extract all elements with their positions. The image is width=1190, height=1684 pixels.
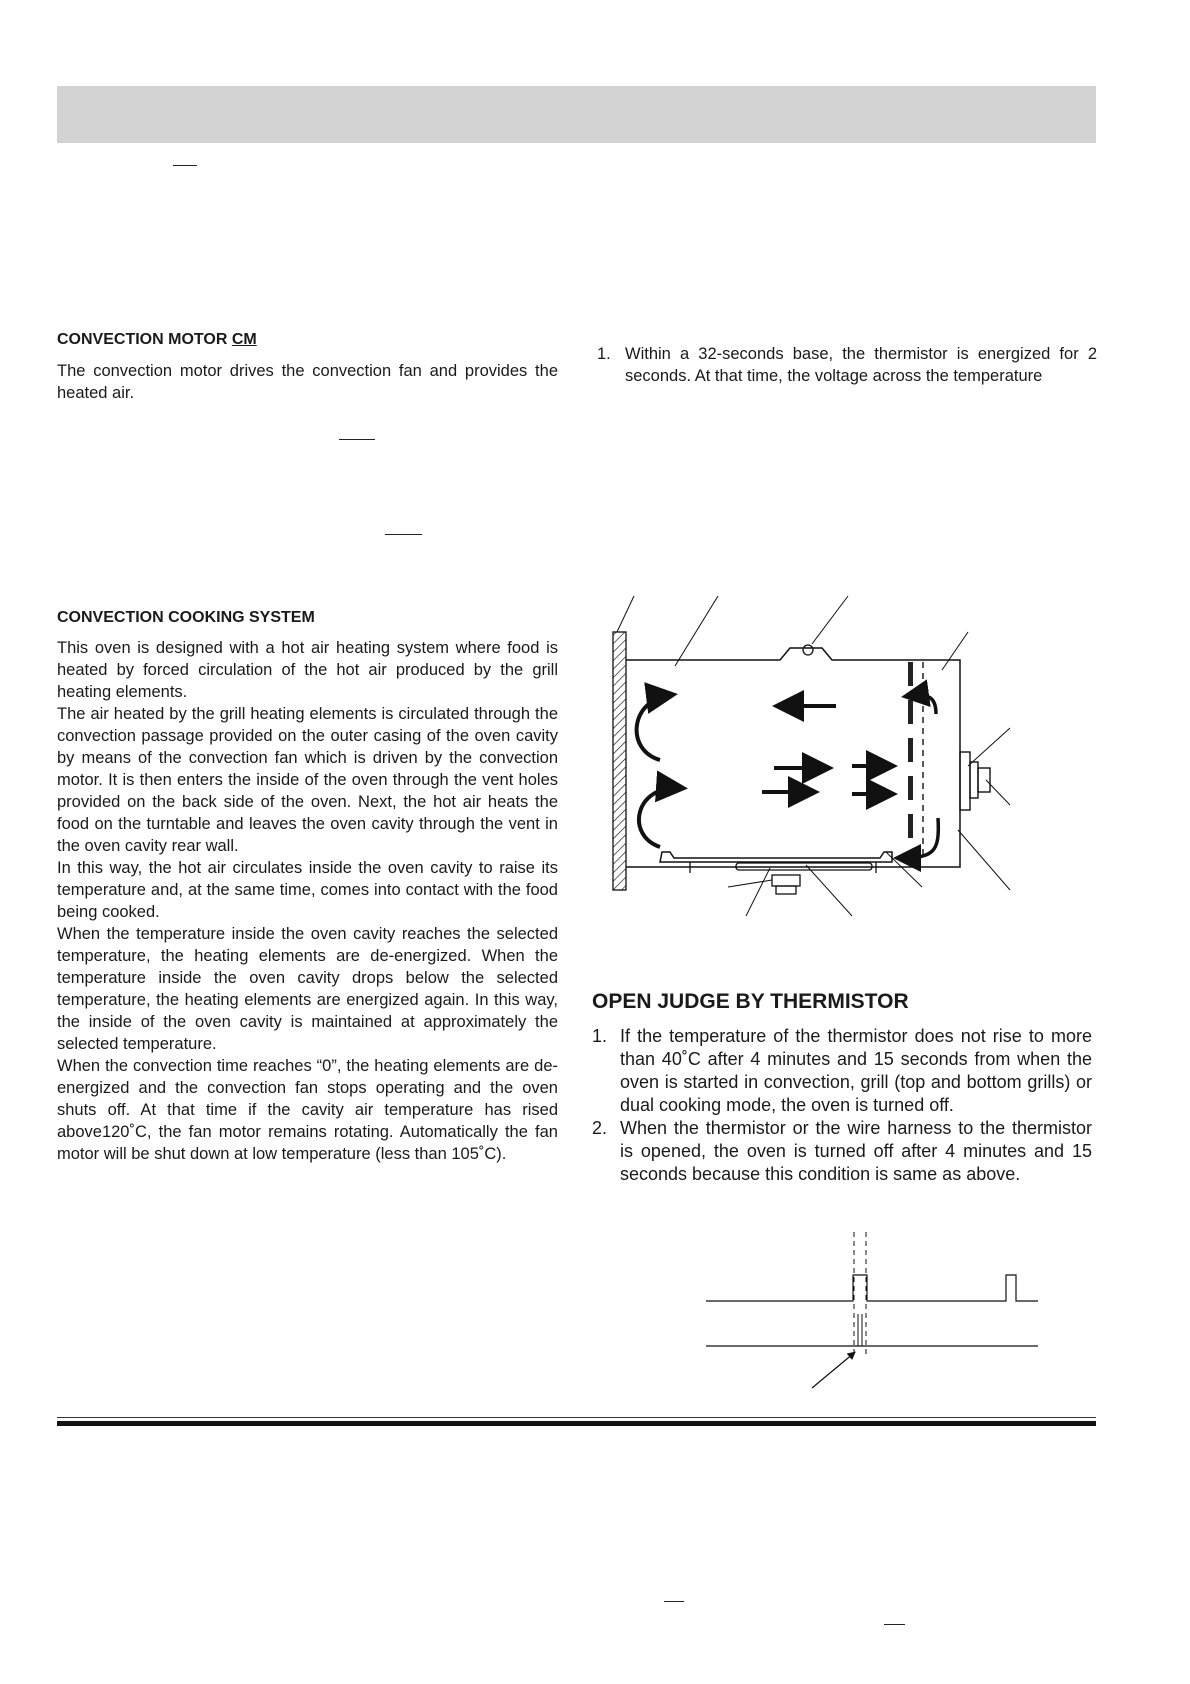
paragraph: When the convection time reaches “0”, the heating elements are de-energized and the convection fan stops operating and the oven shuts off. At that time if the cavity air temperature has rised above120˚C, the fan motor remains rotating. Automatically the fan motor will be shut down at low temperature (less than 105˚C).: [57, 1057, 558, 1163]
footer-rule-thick: [57, 1421, 1096, 1426]
leader-line: [806, 865, 852, 916]
turntable-motor: [772, 875, 800, 886]
vent-slot: [908, 662, 913, 686]
leader-line: [968, 728, 1010, 766]
open-judge-list: [592, 1025, 1092, 1186]
paragraph: The air heated by the grill heating elements is circulated through the convection passage provided on the outer casing of the oven cavity by means of the convection fan which is driven by the convection motor. It is then enters the inside of the oven through the vent holes provided on the back side of the oven. Next, the hot air heats the food on the turntable and leaves the oven cavity through the vent in the oven cavity rear wall.: [57, 705, 558, 855]
convection-system-text: [57, 637, 558, 1165]
convection-airflow-diagram: [590, 590, 1020, 920]
list-item: 1. Within a 32-seconds base, the thermistor is energized for 2 seconds. At that time, the voltage across the temperature: [597, 345, 1097, 385]
list-item: 2. When the thermistor or the wire harness to the thermistor is opened, the oven is turned off after 4 minutes and 15 seconds because this condition is same as above.: [592, 1118, 1092, 1184]
convection-motor-text: The convection motor drives the convection fan and provides the heated air.: [57, 362, 558, 402]
convection-motor: [978, 768, 990, 792]
paragraph: When the temperature inside the oven cavity reaches the selected temperature, the heating elements are de-energized. When the temperature inside the oven cavity drops below the selected temperature, the heating elements are energized again. In this way, the inside of the oven cavity is maintained at approximately the selected temperature.: [57, 925, 558, 1053]
leader-line: [617, 596, 634, 632]
turntable-motor: [776, 886, 796, 894]
convection-motor-heading: CONVECTION MOTOR CM: [57, 331, 257, 348]
leader-line: [746, 868, 770, 916]
pointer-arrow: [812, 1353, 854, 1388]
leader-line: [942, 632, 968, 670]
turntable-tray: [660, 852, 892, 862]
list-item: 1. If the temperature of the thermistor does not rise to more than 40˚C after 4 minutes and 15 seconds from when the oven is started in convection, grill (top and bottom grills) or dual cooking mode, the oven is turned off.: [592, 1026, 1092, 1115]
divider: [173, 165, 197, 166]
airflow-arrow: [639, 788, 680, 847]
footer-rule-thin: [57, 1417, 1096, 1418]
paragraph: This oven is designed with a hot air heating system where food is heated by forced circulation of the hot air produced by the grill heating elements.: [57, 639, 558, 701]
pulse-waveform: [706, 1275, 1038, 1301]
thermistor-mount: [803, 645, 813, 655]
leader-line: [728, 880, 772, 887]
door-panel: [613, 632, 626, 890]
convection-motor: [970, 762, 978, 798]
open-judge-heading: OPEN JUDGE BY THERMISTOR: [592, 990, 909, 1013]
paragraph: In this way, the hot air circulates inside the oven cavity to raise its temperature and, at the same time, comes into contact with the food being cooked.: [57, 859, 558, 921]
thermistor-steps: [597, 343, 1097, 387]
vent-slot: [908, 814, 913, 838]
header-band: [57, 86, 1096, 143]
convection-system-heading: CONVECTION COOKING SYSTEM: [57, 609, 315, 626]
divider: [664, 1601, 684, 1602]
leader-line: [812, 596, 848, 644]
timing-diagram: [700, 1230, 1050, 1390]
vent-slot: [908, 776, 913, 800]
vent-slot: [908, 700, 913, 724]
vent-slot: [908, 738, 913, 762]
leader-line: [958, 830, 1010, 890]
divider: [385, 534, 422, 535]
divider: [339, 439, 375, 440]
divider: [884, 1624, 905, 1625]
airflow-arrow: [900, 818, 938, 858]
airflow-arrow: [637, 695, 670, 760]
convection-motor: [960, 752, 970, 810]
leader-line: [675, 596, 718, 666]
